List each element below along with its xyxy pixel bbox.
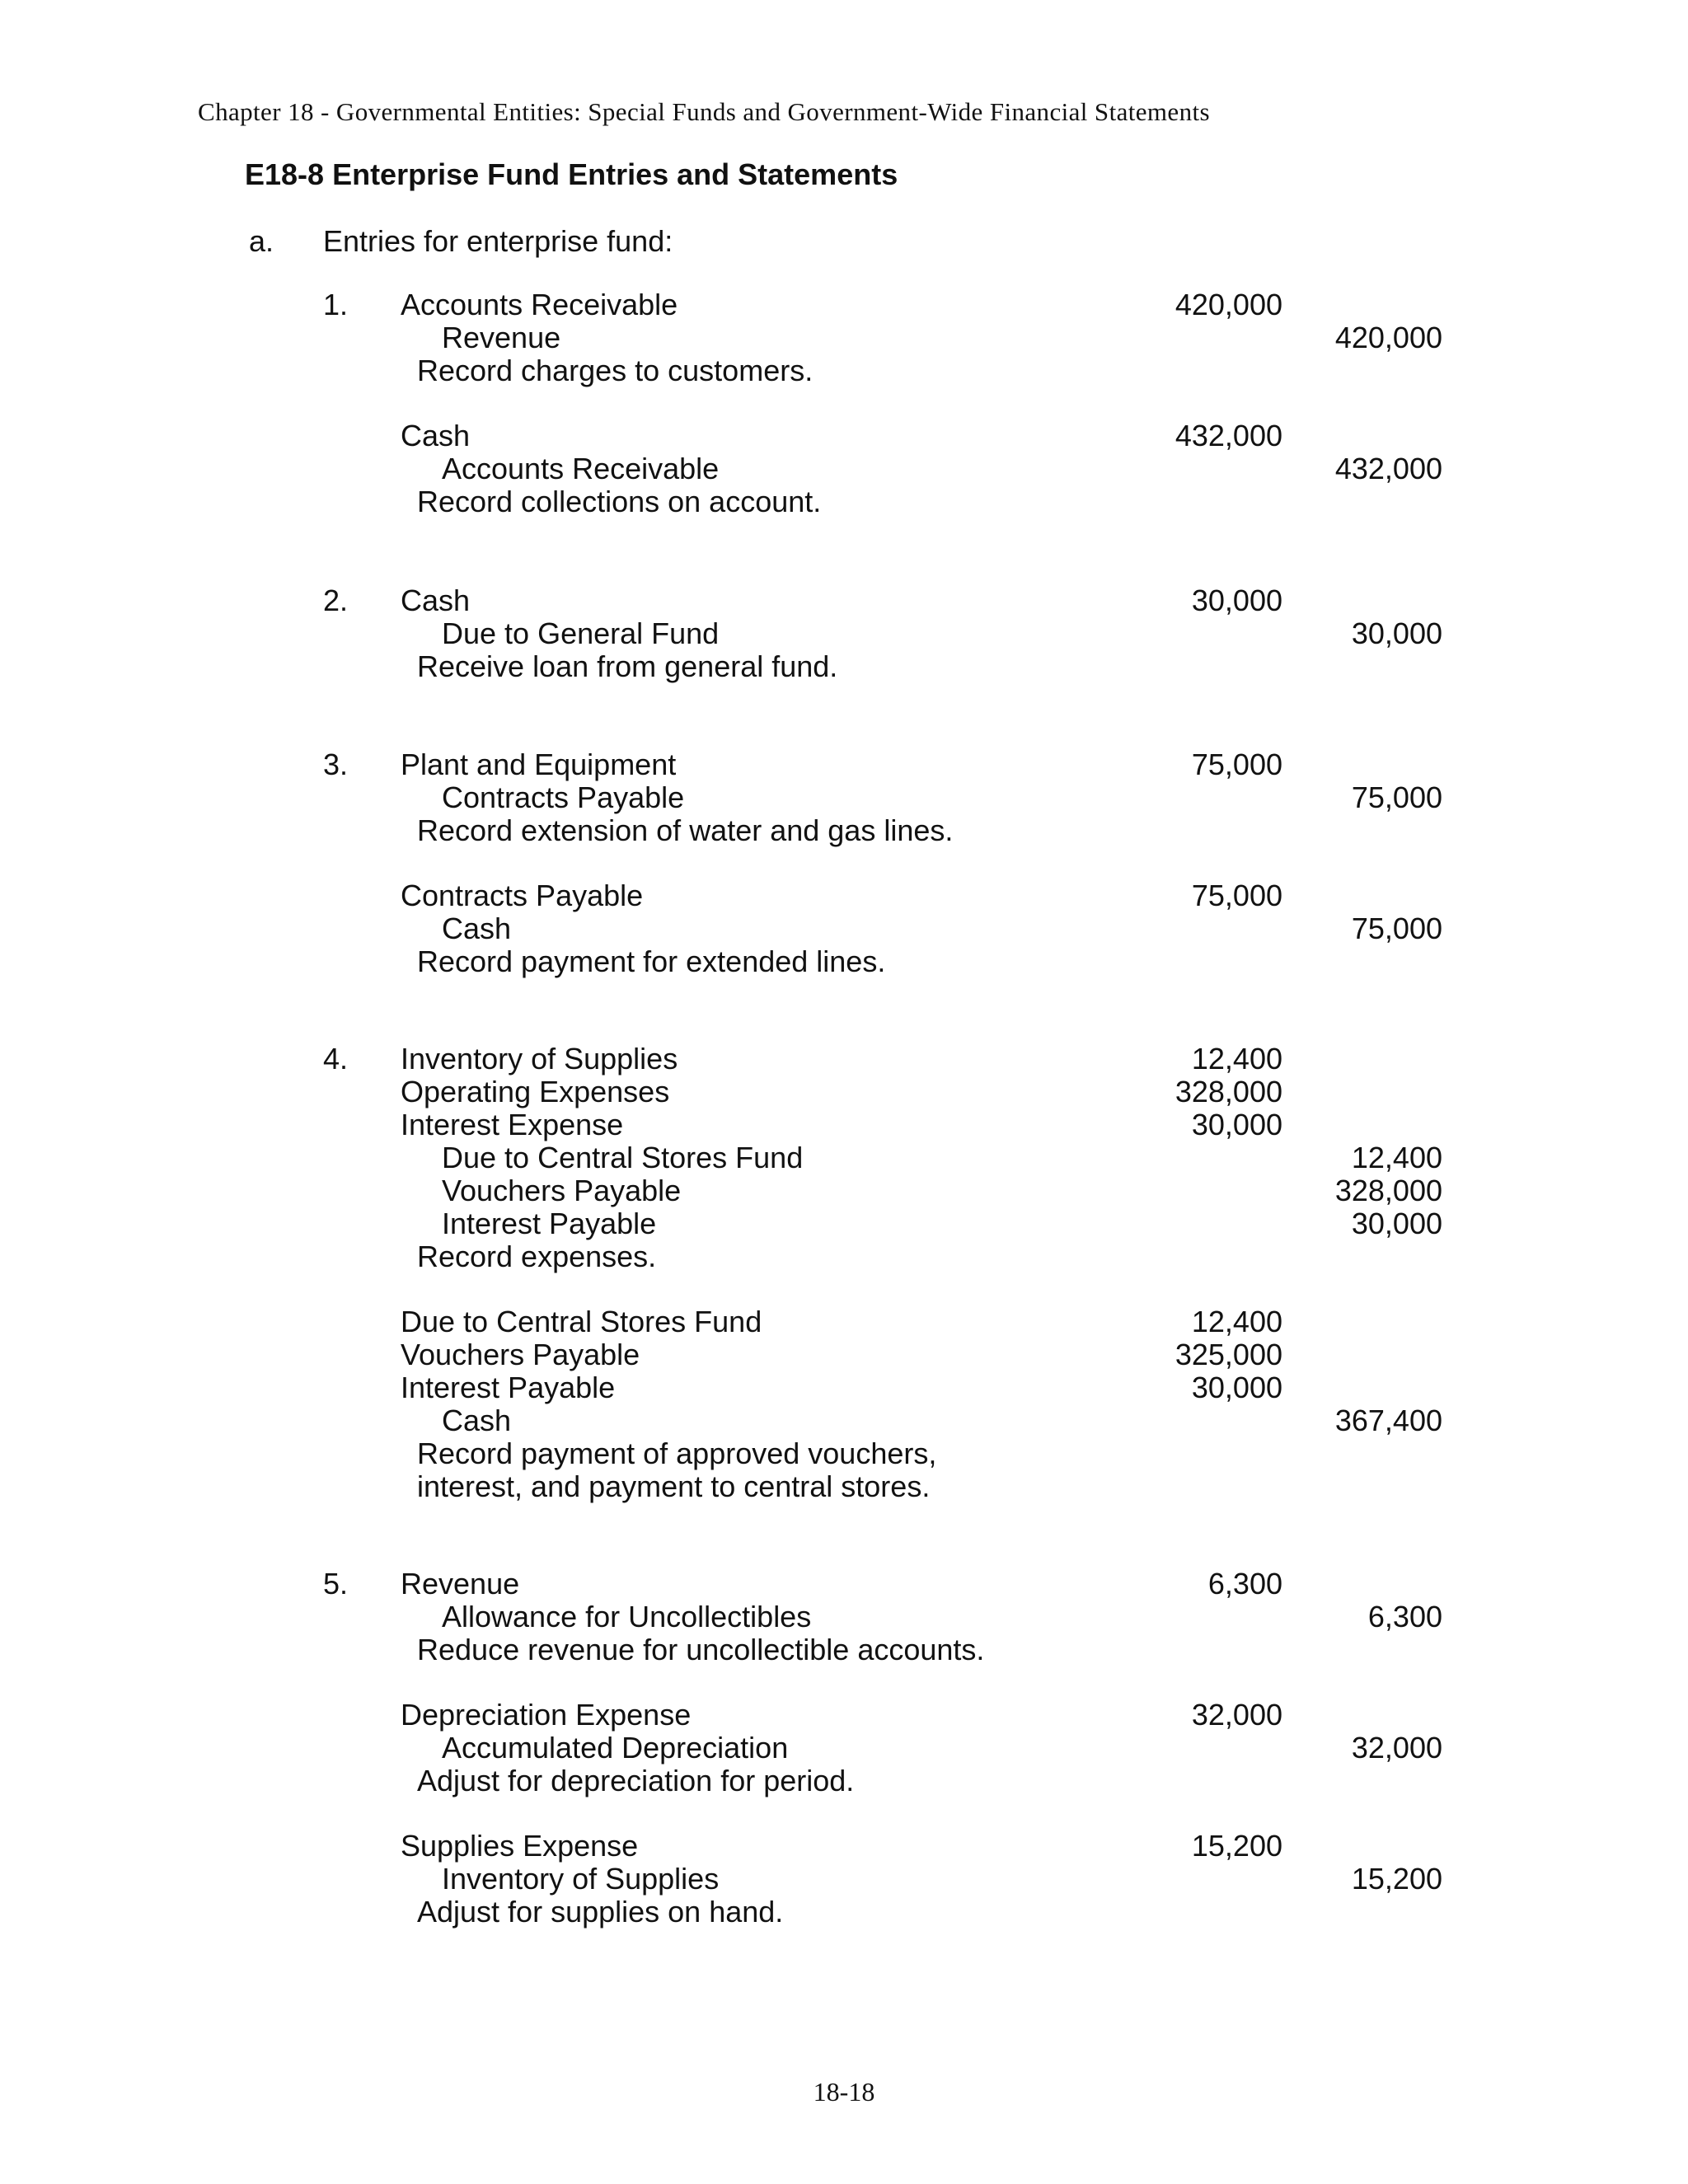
entry-memo: Record charges to customers. <box>417 354 814 387</box>
credit-account: Accumulated Depreciation <box>442 1731 789 1765</box>
entry-memo: interest, and payment to central stores. <box>417 1469 931 1503</box>
credit-account: Inventory of Supplies <box>442 1862 720 1896</box>
debit-amount: 15,200 <box>1191 1829 1282 1863</box>
credit-amount: 432,000 <box>1334 452 1442 485</box>
credit-amount: 32,000 <box>1351 1731 1442 1765</box>
debit-amount: 325,000 <box>1175 1338 1282 1371</box>
part-text: Entries for enterprise fund: <box>323 224 673 258</box>
entry-memo: Record payment for extended lines. <box>417 944 886 978</box>
credit-account: Allowance for Uncollectibles <box>442 1600 812 1633</box>
entry-memo: Receive loan from general fund. <box>417 649 838 683</box>
entry-number: 4. <box>323 1042 349 1076</box>
part-label: a. <box>249 224 274 258</box>
debit-account: Plant and Equipment <box>401 748 677 781</box>
debit-amount: 30,000 <box>1191 1371 1282 1404</box>
debit-account: Cash <box>401 419 471 452</box>
credit-account: Revenue <box>442 321 561 354</box>
entry-memo: Adjust for depreciation for period. <box>417 1764 855 1797</box>
debit-account: Revenue <box>401 1567 520 1601</box>
debit-account: Inventory of Supplies <box>401 1042 678 1076</box>
debit-account: Interest Payable <box>401 1371 616 1404</box>
entry-number: 2. <box>323 583 349 617</box>
exercise-title: E18-8 Enterprise Fund Entries and Statements <box>245 157 898 191</box>
debit-amount: 75,000 <box>1191 748 1282 781</box>
entry-memo: Reduce revenue for uncollectible accounts. <box>417 1633 985 1666</box>
debit-amount: 30,000 <box>1191 1108 1282 1141</box>
debit-account: Contracts Payable <box>401 879 644 912</box>
page-number: 18-18 <box>813 2077 875 2107</box>
credit-account: Vouchers Payable <box>442 1174 682 1207</box>
debit-account: Due to Central Stores Fund <box>401 1305 762 1338</box>
entry-memo: Adjust for supplies on hand. <box>417 1895 784 1929</box>
debit-amount: 12,400 <box>1191 1305 1282 1338</box>
credit-account: Due to General Fund <box>442 616 720 650</box>
debit-account: Interest Expense <box>401 1108 624 1141</box>
entry-memo: Record extension of water and gas lines. <box>417 813 954 847</box>
entry-memo: Record payment of approved vouchers, <box>417 1436 937 1470</box>
entry-number: 1. <box>323 288 349 321</box>
credit-account: Interest Payable <box>442 1207 657 1240</box>
entry-number: 3. <box>323 748 349 781</box>
entry-memo: Record collections on account. <box>417 485 822 518</box>
debit-account: Accounts Receivable <box>401 288 678 321</box>
debit-amount: 12,400 <box>1191 1042 1282 1076</box>
debit-amount: 6,300 <box>1207 1567 1282 1601</box>
credit-amount: 328,000 <box>1334 1174 1442 1207</box>
debit-account: Depreciation Expense <box>401 1698 692 1732</box>
entry-memo: Record expenses. <box>417 1240 657 1273</box>
credit-amount: 30,000 <box>1351 1207 1442 1240</box>
debit-amount: 432,000 <box>1175 419 1282 452</box>
debit-account: Operating Expenses <box>401 1075 670 1108</box>
debit-amount: 420,000 <box>1175 288 1282 321</box>
credit-amount: 75,000 <box>1351 912 1442 945</box>
debit-amount: 75,000 <box>1191 879 1282 912</box>
credit-account: Contracts Payable <box>442 780 685 814</box>
credit-amount: 15,200 <box>1351 1862 1442 1896</box>
debit-amount: 30,000 <box>1191 583 1282 617</box>
entry-number: 5. <box>323 1567 349 1601</box>
credit-amount: 367,400 <box>1334 1404 1442 1437</box>
debit-account: Vouchers Payable <box>401 1338 640 1371</box>
chapter-header: Chapter 18 - Governmental Entities: Special Funds and Government-Wide Financial Statements <box>198 97 1210 126</box>
debit-amount: 328,000 <box>1175 1075 1282 1108</box>
credit-account: Cash <box>442 1404 512 1437</box>
credit-account: Due to Central Stores Fund <box>442 1141 804 1174</box>
credit-account: Cash <box>442 912 512 945</box>
credit-account: Accounts Receivable <box>442 452 720 485</box>
credit-amount: 6,300 <box>1367 1600 1442 1633</box>
credit-amount: 75,000 <box>1351 780 1442 814</box>
debit-account: Cash <box>401 583 471 617</box>
debit-amount: 32,000 <box>1191 1698 1282 1732</box>
credit-amount: 30,000 <box>1351 616 1442 650</box>
credit-amount: 420,000 <box>1334 321 1442 354</box>
credit-amount: 12,400 <box>1351 1141 1442 1174</box>
debit-account: Supplies Expense <box>401 1829 639 1863</box>
